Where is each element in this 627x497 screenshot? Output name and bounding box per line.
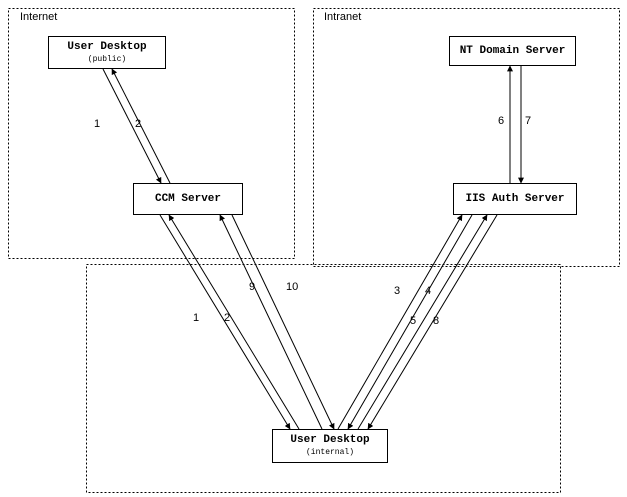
edge-label-7: 7: [525, 115, 532, 127]
zone-label-internet: Internet: [20, 11, 58, 23]
node-ccm-server[interactable]: [133, 183, 243, 215]
node-user-desktop-public[interactable]: [48, 36, 166, 69]
edge-iis-ntdomain: [510, 66, 521, 183]
node-iis-auth-server[interactable]: [453, 183, 577, 215]
node-ccm-server-title: CCM Server: [154, 192, 221, 205]
node-user-desktop-public-subtitle: (public): [87, 54, 127, 64]
edge-label-3: 3: [394, 285, 401, 297]
node-nt-domain-server[interactable]: [449, 36, 576, 66]
edge-label-2-internal: 2: [224, 312, 231, 324]
edge-iis-internal-b: [358, 215, 497, 429]
edge-label-1-internal: 1: [193, 312, 200, 324]
node-iis-auth-server-title: IIS Auth Server: [465, 192, 565, 205]
edge-label-8: 8: [433, 315, 440, 327]
edge-label-2-public: 2: [135, 118, 142, 130]
edge-label-10: 10: [286, 281, 299, 293]
zone-label-intranet: Intranet: [324, 11, 362, 23]
edge-label-4: 4: [425, 285, 432, 297]
edge-label-5: 5: [410, 315, 417, 327]
edge-ccm-internal-b: [220, 215, 334, 429]
node-user-desktop-internal-title: User Desktop: [290, 434, 370, 446]
node-user-desktop-internal[interactable]: [272, 429, 388, 463]
zone-boundaries: [9, 9, 620, 493]
node-user-desktop-internal-subtitle: (internal): [305, 448, 354, 457]
edge-iis-internal-a: [338, 215, 472, 429]
edge-label-9: 9: [249, 281, 256, 293]
node-nt-domain-server-title: NT Domain Server: [459, 44, 566, 57]
edge-label-1-public: 1: [94, 118, 101, 130]
node-user-desktop-public-title: User Desktop: [67, 40, 147, 53]
edge-label-6: 6: [498, 115, 505, 127]
